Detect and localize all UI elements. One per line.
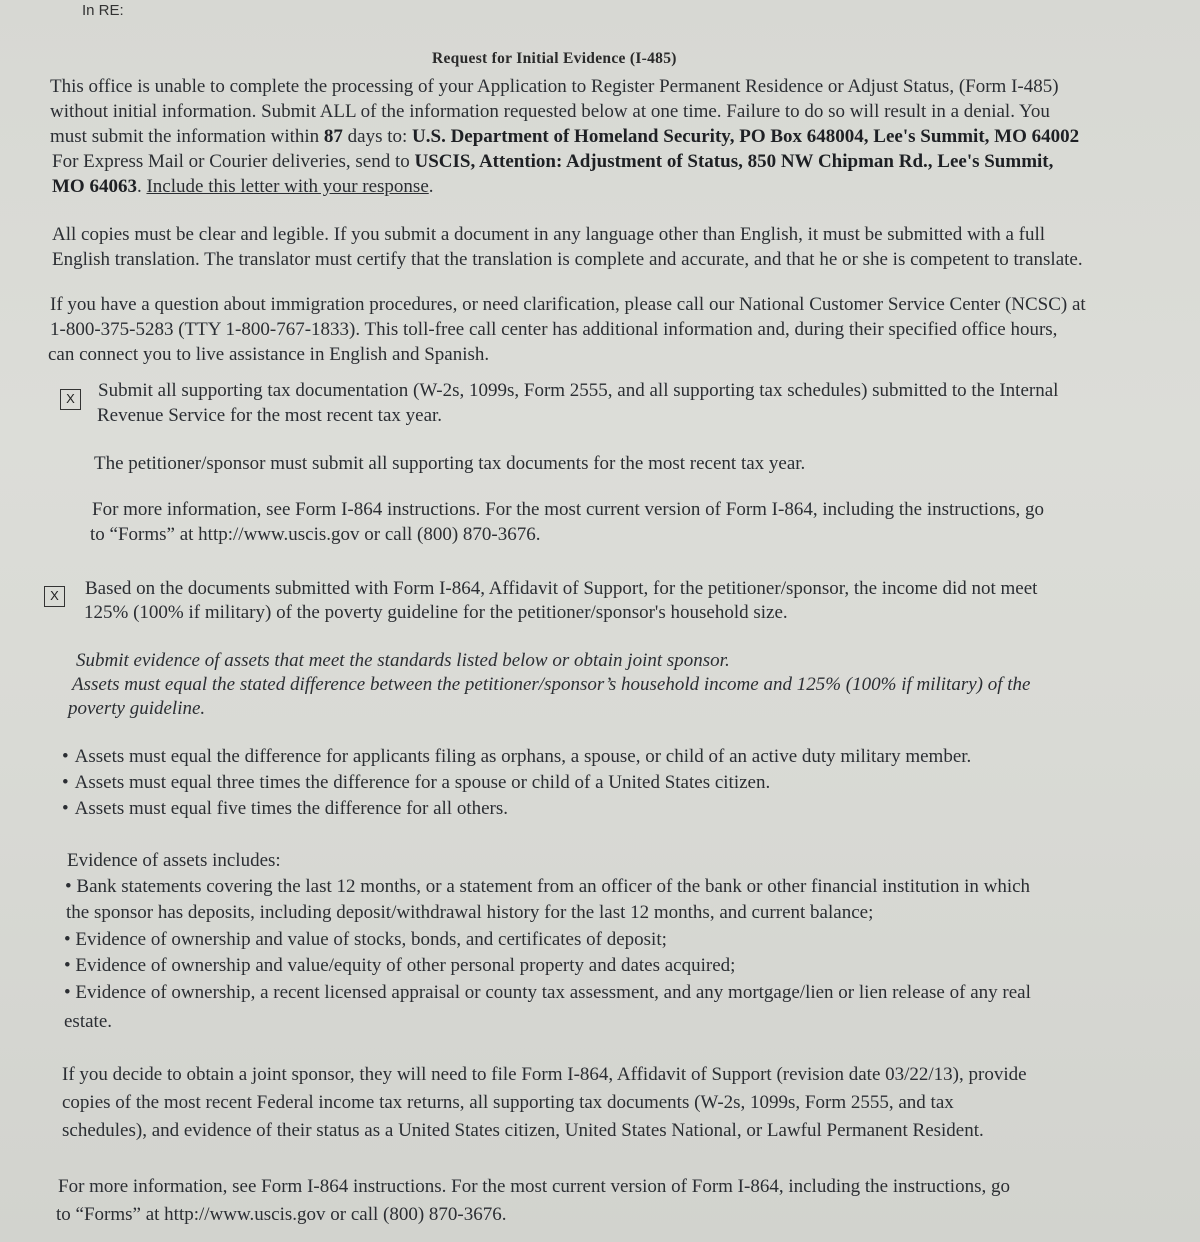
evidence-heading: Evidence of assets includes: — [67, 850, 281, 871]
intro-line-4 — [52, 149, 1053, 174]
mailing-address: U.S. Department of Homeland Security, PO Box 648004, Lee's Summit, MO 64002 — [412, 126, 1080, 147]
list-item: • Evidence of ownership and value/equity of other personal property and dates acquired; — [64, 955, 736, 976]
response-days: 87 — [323, 126, 343, 147]
evidence-text: Evidence of ownership and value/equity of other personal property and dates acquired; — [75, 955, 736, 976]
intro-line-2: without initial information. Submit ALL of the information requested below at one time. Failure to do so will result in a denial. You — [50, 101, 1050, 122]
intro-line-3 — [50, 124, 1079, 149]
item2-submit-1: Submit evidence of assets that meet the standards listed below or obtain joint sponsor. — [76, 650, 730, 671]
intro-line-5 — [52, 174, 434, 199]
footer-line-2: to “Forms” at http://www.uscis.gov or call (800) 870-3676. — [56, 1204, 507, 1225]
item2-submit-3: poverty guideline. — [68, 698, 206, 719]
intro-line-1: This office is unable to complete the processing of your Application to Register Permanent Residence or Adjust Status, (Form I-485) — [50, 76, 1059, 97]
evidence-text: Evidence of ownership and value of stocks, bonds, and certificates of deposit; — [75, 929, 667, 950]
intro-text: For Express Mail or Courier deliveries, send to — [52, 151, 415, 172]
asset-rules-list — [62, 744, 971, 822]
intro-text: . — [428, 176, 434, 197]
list-item-continuation: estate. — [64, 1011, 113, 1032]
courier-address-zip: MO 64063 — [52, 176, 137, 197]
in-re-label: In RE: — [82, 2, 124, 19]
copies-line-2: English translation. The translator must certify that the translation is complete and accurate, and that he or she is competent to translate. — [52, 249, 1083, 270]
questions-line-2: 1-800-375-5283 (TTY 1-800-767-1833). This toll-free call center has additional information and, during their specified office hours, — [50, 319, 1058, 340]
list-item: • Evidence of ownership and value of stocks, bonds, and certificates of deposit; — [64, 929, 667, 950]
courier-address: USCIS, Attention: Adjustment of Status, 850 NW Chipman Rd., Lee's Summit, — [414, 151, 1054, 172]
intro-text: . — [136, 176, 147, 197]
evidence-text: Evidence of ownership, a recent licensed appraisal or county tax assessment, and any mortgage/lien or lien release of any real — [75, 982, 1031, 1003]
item1-more-1: For more information, see Form I-864 instructions. For the most current version of Form I-864, including the instructions, go — [92, 499, 1044, 520]
questions-line-1: If you have a question about immigration procedures, or need clarification, please call our National Customer Service Center (NCSC) at — [50, 294, 1086, 315]
list-item: • Bank statements covering the last 12 months, or a statement from an officer of the bank or other financial institution in which — [65, 876, 1031, 897]
list-item: • Evidence of ownership, a recent licensed appraisal or county tax assessment, and any mortgage/lien or lien release of any real — [64, 982, 1031, 1003]
checked-checkbox-icon: X — [44, 586, 65, 607]
document-title: Request for Initial Evidence (I-485) — [432, 50, 677, 67]
list-item: • Assets must equal the difference for applicants filing as orphans, a spouse, or child of an active duty military member. — [62, 744, 971, 770]
checked-checkbox-icon: X — [60, 389, 81, 410]
item1-note: The petitioner/sponsor must submit all supporting tax documents for the most recent tax year. — [94, 453, 806, 474]
evidence-text: Bank statements covering the last 12 months, or a statement from an officer of the bank or other financial institution in which — [76, 876, 1031, 897]
item1-line-1: Submit all supporting tax documentation (W-2s, 1099s, Form 2555, and all supporting tax schedules) submitted to the Internal — [98, 380, 1059, 401]
joint-line-1: If you decide to obtain a joint sponsor, they will need to file Form I-864, Affidavit of Support (revision date 03/22/13), provide — [62, 1064, 1027, 1085]
joint-line-2: copies of the most recent Federal income tax returns, all supporting tax documents (W-2s, 1099s, Form 2555, and tax — [62, 1092, 954, 1113]
list-item-continuation: the sponsor has deposits, including deposit/withdrawal history for the last 12 months, and current balance; — [66, 902, 874, 923]
joint-line-3: schedules), and evidence of their status as a United States citizen, United States National, or Lawful Permanent Resident. — [62, 1120, 984, 1141]
intro-text: days to: — [342, 126, 413, 147]
footer-line-1: For more information, see Form I-864 instructions. For the most current version of Form I-864, including the instructions, go — [58, 1176, 1010, 1197]
item2-line-1: Based on the documents submitted with Form I-864, Affidavit of Support, for the petitioner/sponsor, the income did not meet — [85, 578, 1038, 599]
questions-line-3: can connect you to live assistance in English and Spanish. — [48, 344, 490, 365]
item1-line-2: Revenue Service for the most recent tax year. — [97, 405, 443, 426]
item2-submit-2: Assets must equal the stated difference between the petitioner/sponsor’s household income and 125% (100% if military) of the — [72, 674, 1031, 695]
list-item: • Assets must equal three times the difference for a spouse or child of a United States citizen. — [62, 770, 971, 796]
copies-line-1: All copies must be clear and legible. If you submit a document in any language other than English, it must be submitted with a full — [52, 224, 1046, 245]
item2-line-2: 125% (100% if military) of the poverty guideline for the petitioner/sponsor's household size. — [84, 602, 788, 623]
list-item: • Assets must equal five times the difference for all others. — [62, 796, 971, 822]
intro-text: must submit the information within — [50, 126, 324, 147]
include-letter-note: Include this letter with your response — [146, 176, 429, 197]
item1-more-2: to “Forms” at http://www.uscis.gov or call (800) 870-3676. — [90, 524, 541, 545]
